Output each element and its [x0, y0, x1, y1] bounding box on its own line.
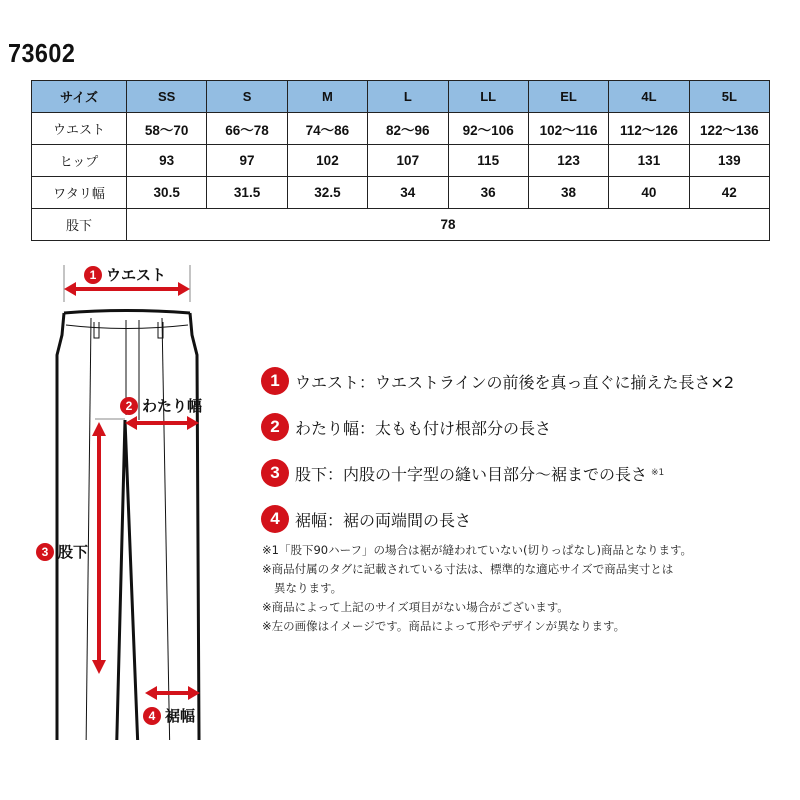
note-line: 異なります。	[274, 581, 343, 595]
badge-1: 1	[84, 266, 102, 284]
table-cell: 40	[609, 177, 689, 209]
size-header: S	[207, 81, 287, 113]
table-cell: 31.5	[207, 177, 287, 209]
label-text: わたり幅	[142, 397, 203, 415]
legend-text: わたり幅：太もも付け根部分の長さ	[295, 418, 552, 438]
table-cell: 30.5	[127, 177, 207, 209]
badge-4: 4	[143, 707, 161, 725]
table-cell: 131	[609, 145, 689, 177]
label-text: 裾幅	[165, 707, 196, 725]
table-cell: 42	[689, 177, 769, 209]
table-row-inseam	[32, 209, 770, 241]
size-header: SS	[127, 81, 207, 113]
note-line: ※商品付属のタグに記載されている寸法は、標準的な適応サイズで商品実寸とは	[262, 562, 674, 576]
table-cell: 74〜86	[287, 113, 367, 145]
legend-item-thigh	[261, 404, 734, 450]
badge-2: 2	[120, 397, 138, 415]
pants-diagram	[0, 250, 250, 740]
table-cell: 38	[528, 177, 608, 209]
table-cell: 123	[528, 145, 608, 177]
badge-2: 2	[261, 413, 289, 441]
table-cell: 58〜70	[127, 113, 207, 145]
legend-text: 裾幅：裾の両端間の長さ	[295, 510, 472, 530]
legend-item-inseam	[261, 450, 734, 496]
size-header: 4L	[609, 81, 689, 113]
table-cell: 92〜106	[448, 113, 528, 145]
product-code: 73602	[8, 38, 76, 68]
row-label: 股下	[32, 209, 127, 241]
diagram-label-hem	[143, 705, 195, 726]
legend-item-waist	[261, 358, 734, 404]
table-cell: 139	[689, 145, 769, 177]
table-cell: 32.5	[287, 177, 367, 209]
table-cell: 107	[368, 145, 448, 177]
table-row	[32, 177, 770, 209]
badge-1: 1	[261, 367, 289, 395]
size-header: 5L	[689, 81, 769, 113]
table-cell: 93	[127, 145, 207, 177]
table-cell: 122〜136	[689, 113, 769, 145]
label-text: ウエスト	[106, 266, 167, 284]
note-line: ※1「股下90ハーフ」の場合は裾が縫われていない(切りっぱなし)商品となります。	[262, 543, 693, 557]
table-cell: 112〜126	[609, 113, 689, 145]
header-label: サイズ	[32, 81, 127, 113]
diagram-label-waist	[84, 264, 166, 285]
table-row	[32, 145, 770, 177]
measurement-legend	[261, 358, 734, 542]
footnote-mark: ※1	[651, 468, 665, 478]
table-cell: 102	[287, 145, 367, 177]
size-header: L	[368, 81, 448, 113]
size-header: LL	[448, 81, 528, 113]
table-header-row	[32, 81, 770, 113]
label-text: 股下	[58, 543, 89, 561]
note-line: ※商品によって上記のサイズ項目がない場合がございます。	[262, 600, 569, 614]
legend-text: ウエスト：ウエストラインの前後を真っ直ぐに揃えた長さ×2	[295, 372, 735, 392]
badge-3: 3	[36, 543, 54, 561]
size-header: EL	[528, 81, 608, 113]
row-label: ワタリ幅	[32, 177, 127, 209]
diagram-label-inseam	[36, 541, 88, 562]
diagram-label-thigh	[120, 395, 202, 416]
table-cell: 36	[448, 177, 528, 209]
legend-item-hem	[261, 496, 734, 542]
table-cell: 97	[207, 145, 287, 177]
row-label: ヒップ	[32, 145, 127, 177]
legend-text: 股下：内股の十字型の縫い目部分〜裾までの長さ	[295, 464, 648, 484]
table-cell: 66〜78	[207, 113, 287, 145]
table-row	[32, 113, 770, 145]
size-table	[31, 80, 770, 241]
inseam-value: 78	[127, 209, 770, 241]
table-cell: 82〜96	[368, 113, 448, 145]
row-label: ウエスト	[32, 113, 127, 145]
pants-illustration	[0, 250, 250, 740]
table-cell: 102〜116	[528, 113, 608, 145]
note-line: ※左の画像はイメージです。商品によって形やデザインが異なります。	[262, 619, 626, 633]
size-header: M	[287, 81, 367, 113]
badge-3: 3	[261, 459, 289, 487]
table-cell: 115	[448, 145, 528, 177]
badge-4: 4	[261, 505, 289, 533]
table-cell: 34	[368, 177, 448, 209]
notes	[262, 541, 692, 636]
